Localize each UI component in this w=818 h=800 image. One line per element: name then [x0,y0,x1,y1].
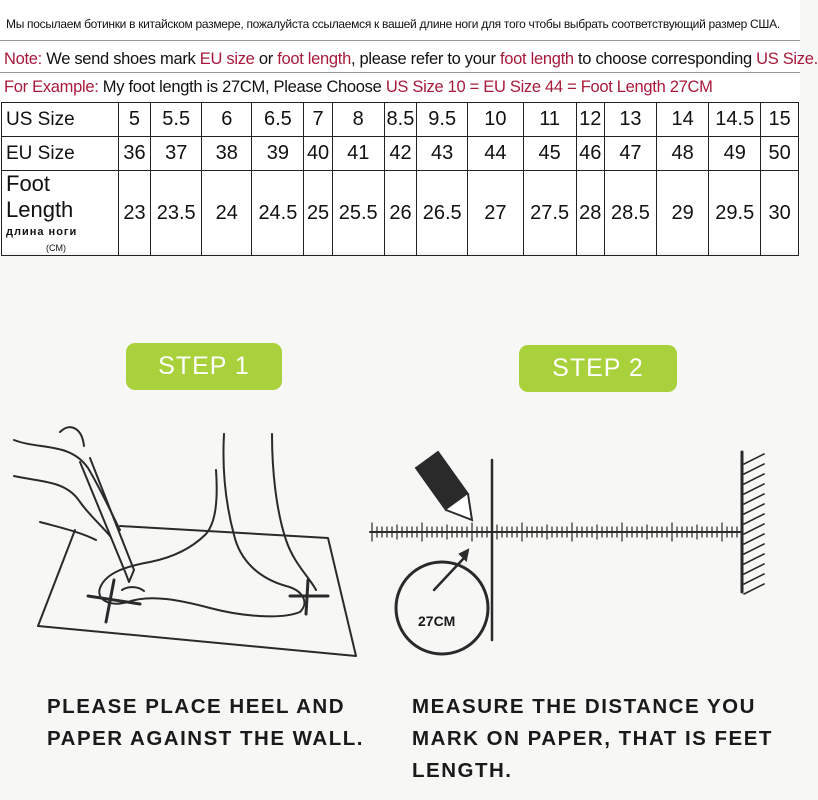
note-label: Note: [4,50,42,68]
size-cell: 7 [304,103,332,137]
table-row-foot-length [2,171,799,256]
wall-hatch-line [744,564,764,574]
wall-hatch-line [744,584,764,594]
size-cell: 47 [604,137,656,171]
size-cell: 11 [523,103,576,137]
size-cell: 9.5 [417,103,468,137]
size-cell: 23.5 [151,171,202,256]
size-cell: 30 [761,171,799,256]
size-cell: 6 [202,103,252,137]
wall-hatch-line [744,524,764,534]
size-cell: 26.5 [417,171,468,256]
note-text: , please refer to your [350,50,500,68]
size-cell: 5 [118,103,150,137]
step-1-caption [47,691,407,755]
hand-outline [14,440,120,530]
size-cell: 14.5 [709,103,761,137]
size-chart-table [1,102,799,256]
row-header-foot-length [2,171,119,256]
caption-line: PLEASE PLACE HEEL AND [47,695,346,718]
size-cell: 36 [118,137,150,171]
step-1-badge: STEP 1 [126,343,282,390]
wall-hatch-line [744,574,764,584]
note-line [4,50,818,69]
wall-hatch-line [744,464,764,474]
size-cell: 49 [709,137,761,171]
size-cell: 44 [468,137,523,171]
size-cell: 45 [523,137,576,171]
size-cell: 8 [332,103,384,137]
step-2-caption [412,691,792,787]
step-2-badge: STEP 2 [519,345,677,392]
note-foot-length: foot length [499,50,574,68]
size-cell: 6.5 [252,103,304,137]
divider [0,40,800,41]
size-cell: 37 [151,137,202,171]
size-cell: 5.5 [151,103,202,137]
size-cell: 29 [657,171,709,256]
example-label: For Example: [4,78,99,96]
wall-hatch-line [744,484,764,494]
foot-length-unit: (CM) [46,243,66,253]
caption-line: MEASURE THE DISTANCE YOU [412,695,756,718]
size-cell: 40 [304,137,332,171]
size-cell: 28 [576,171,604,256]
size-cell: 48 [657,137,709,171]
step-1-illustration [10,410,370,670]
note-text: or [254,50,278,68]
note-us-size: US Size. [756,50,818,68]
wall-hatch-line [744,494,764,504]
size-cell: 8.5 [384,103,416,137]
size-cell: 46 [576,137,604,171]
caption-line: MARK ON PAPER, THAT IS FEET [412,727,773,750]
divider [0,72,800,73]
size-cell: 41 [332,137,384,171]
row-header-us: US Size [2,103,119,137]
example-text: My foot length is 27CM, Please Choose [98,78,386,96]
size-cell: 50 [761,137,799,171]
size-cell: 23 [118,171,150,256]
size-cell: 10 [468,103,523,137]
table-row-eu [2,137,799,171]
size-cell: 42 [384,137,416,171]
size-cell: 27.5 [523,171,576,256]
example-line [4,78,713,97]
wall-hatch-line [744,514,764,524]
note-eu-size: EU size [199,50,255,68]
size-cell: 25.5 [332,171,384,256]
russian-note: Мы посылаем ботинки в китайском размере, пожалуйста ссылаемся к вашей длине ноги для того чтобы выбрать соответствующий размер США. [6,17,780,31]
size-cell: 26 [384,171,416,256]
size-cell: 25 [304,171,332,256]
caption-line: LENGTH. [412,759,513,782]
caption-line: PAPER AGAINST THE WALL. [47,727,364,750]
wall-hatch-line [744,544,764,554]
note-text: We send shoes mark [41,50,200,68]
size-cell: 13 [604,103,656,137]
size-cell: 28.5 [604,171,656,256]
size-cell: 15 [761,103,799,137]
size-cell: 24.5 [252,171,304,256]
size-cell: 27 [468,171,523,256]
wall-hatch-line [744,504,764,514]
wall-hatch-line [744,554,764,564]
size-cell: 38 [202,137,252,171]
size-cell: 24 [202,171,252,256]
wall-hatch-line [744,534,764,544]
foot-length-label: Foot Length [6,171,74,222]
size-cell: 14 [657,103,709,137]
wall-hatch-line [744,454,764,464]
foot-length-ru-label: длина ноги [6,226,78,238]
step-2-illustration [360,440,780,660]
table-row-us [2,103,799,137]
size-cell: 29.5 [709,171,761,256]
wall-hatch-line [744,474,764,484]
note-text: to choose corresponding [573,50,757,68]
magnifier-circle [396,562,488,654]
row-header-eu: EU Size [2,137,119,171]
size-cell: 12 [576,103,604,137]
pen-icon [80,458,134,582]
size-cell: 43 [417,137,468,171]
heel-mark [290,580,328,614]
size-cell: 39 [252,137,304,171]
example-highlight: US Size 10 = EU Size 44 = Foot Length 27CM [385,78,713,96]
note-foot-length: foot length [277,50,351,68]
measure-label: 27CM [418,613,456,629]
